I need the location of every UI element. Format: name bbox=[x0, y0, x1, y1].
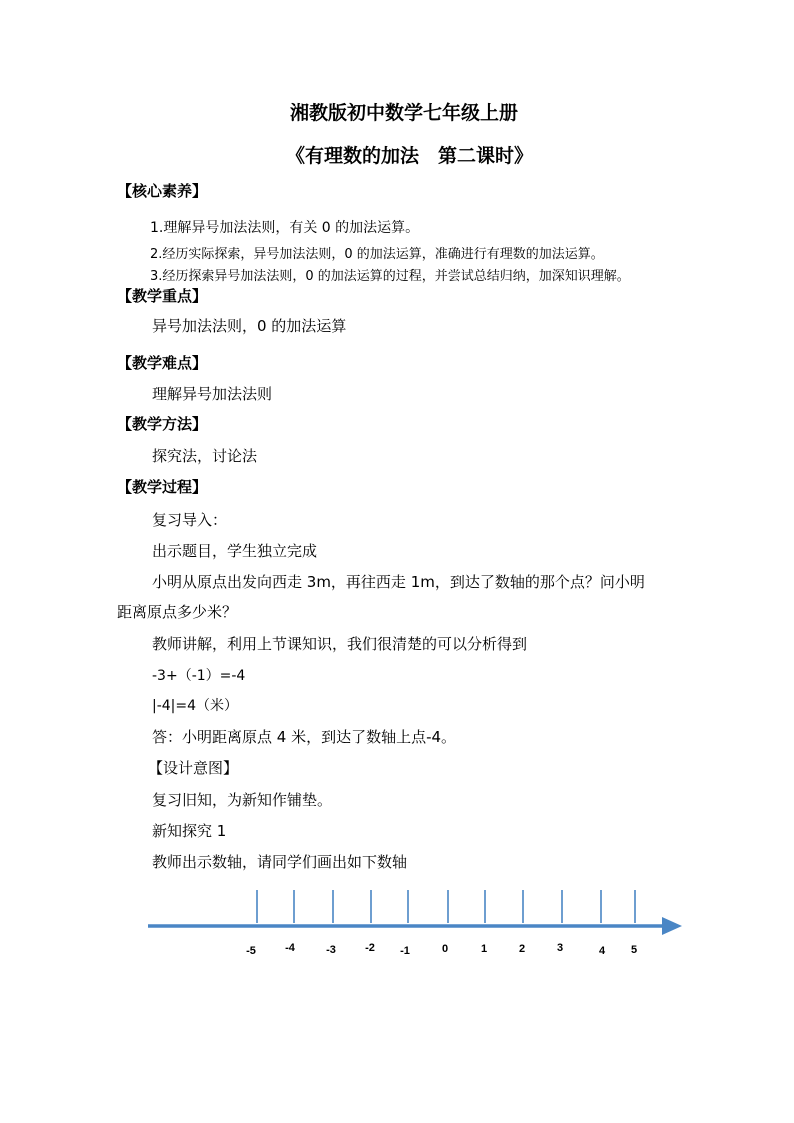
number-line-tick-label: -2 bbox=[365, 942, 375, 954]
number-line-tick-label: 0 bbox=[441, 943, 449, 955]
process-line: 小明从原点出发向西走 3m，再往西走 1m，到达了数轴的那个点？问小明 bbox=[152, 573, 645, 591]
key-heading: 【教学重点】 bbox=[117, 287, 208, 305]
number-line-tick-label: 2 bbox=[518, 943, 526, 955]
number-line-tick-label: -5 bbox=[246, 945, 256, 957]
core-heading: 【核心素养】 bbox=[117, 182, 208, 200]
design-intent-heading: 【设计意图】 bbox=[148, 759, 239, 777]
process-line: 教师讲解，利用上节课知识，我们很清楚的可以分析得到 bbox=[152, 635, 528, 653]
process-line: 复习导入： bbox=[152, 511, 228, 529]
number-line-tick-label: 4 bbox=[598, 945, 606, 957]
number-line-tick-label: 5 bbox=[630, 944, 638, 956]
method-heading: 【教学方法】 bbox=[117, 415, 208, 433]
key-text: 异号加法法则，0 的加法运算 bbox=[152, 317, 347, 335]
number-line-tick-label: 3 bbox=[556, 942, 564, 954]
process-line: 距离原点多少米？ bbox=[117, 603, 238, 621]
difficulty-text: 理解异号加法法则 bbox=[152, 385, 273, 403]
number-line-tick-label: -4 bbox=[285, 942, 295, 954]
process-line: 答：小明距离原点 4 米，到达了数轴上点-4。 bbox=[152, 728, 457, 746]
number-line-tick-label: 1 bbox=[480, 943, 488, 955]
method-text: 探究法，讨论法 bbox=[152, 447, 258, 465]
number-line-tick-label: -3 bbox=[326, 944, 336, 956]
number-line-arrow-icon bbox=[662, 917, 682, 935]
document-title: 湘教版初中数学七年级上册 bbox=[290, 102, 519, 124]
process-line: 教师出示数轴，请同学们画出如下数轴 bbox=[152, 853, 408, 871]
core-item-1: 1.理解异号加法法则，有关 0 的加法运算。 bbox=[150, 220, 420, 236]
process-line: 新知探究 1 bbox=[152, 822, 227, 840]
core-item-3: 3.经历探索异号加法法则，0 的加法运算的过程，并尝试总结归纳，加深知识理解。 bbox=[150, 269, 630, 284]
core-item-2: 2.经历实际探索，异号加法法则，0 的加法运算，准确进行有理数的加法运算。 bbox=[150, 247, 604, 262]
process-equation: |-4|=4（米） bbox=[152, 698, 239, 714]
process-heading: 【教学过程】 bbox=[117, 478, 208, 496]
difficulty-heading: 【教学难点】 bbox=[117, 354, 208, 372]
number-line-tick-label: -1 bbox=[400, 945, 410, 957]
document-subtitle: 《有理数的加法 第二课时》 bbox=[286, 145, 534, 167]
process-line: 复习旧知，为新知作铺垫。 bbox=[152, 791, 333, 809]
process-equation: -3+（-1）=-4 bbox=[152, 668, 246, 684]
process-line: 出示题目，学生独立完成 bbox=[152, 542, 318, 560]
